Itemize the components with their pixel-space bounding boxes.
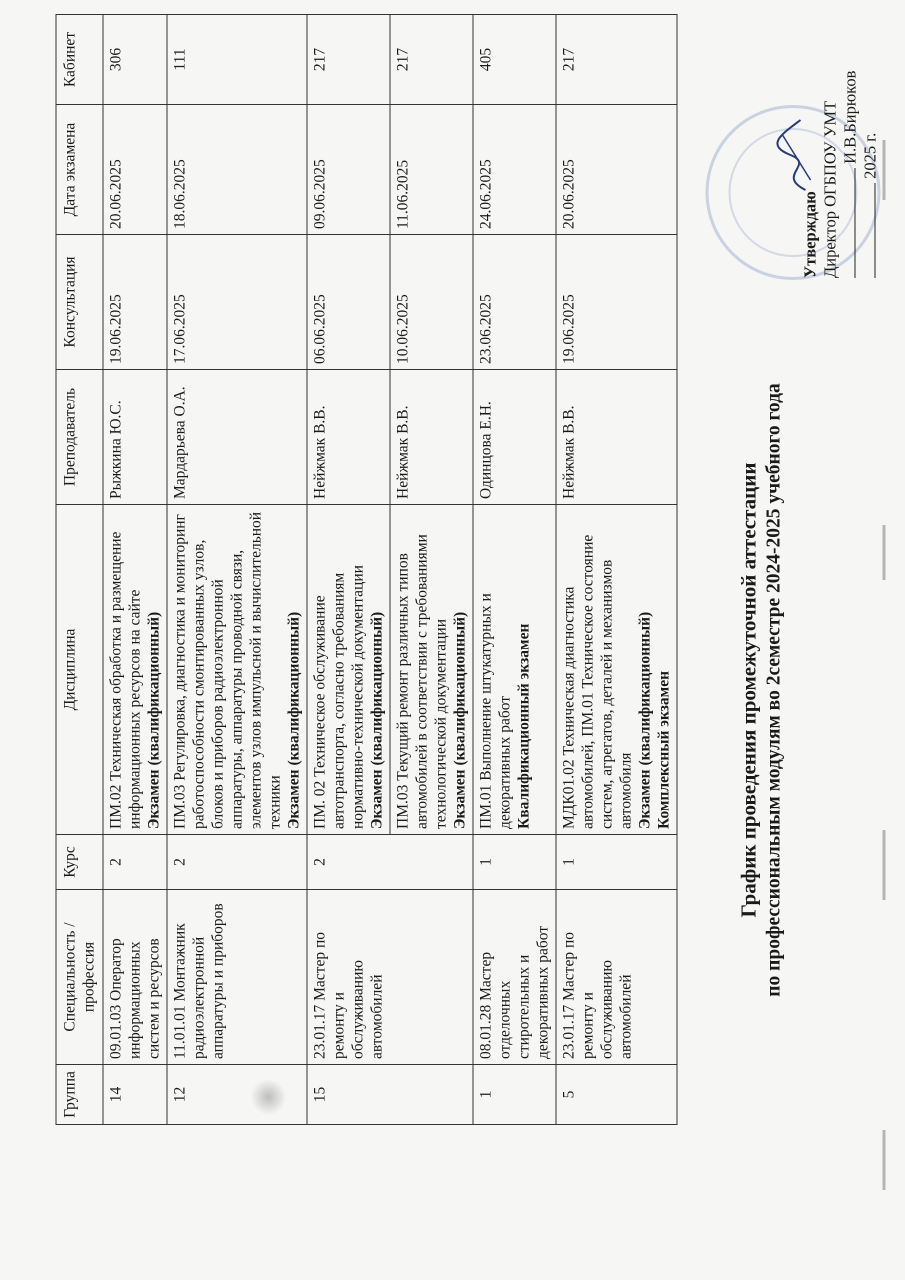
cell-consultation: 23.06.2025 — [473, 235, 556, 370]
cell-course: 1 — [473, 835, 556, 890]
cell-group: 14 — [103, 1065, 167, 1125]
cell-specialty: 11.01.01 Монтажник радиоэлектронной аппаратуры и приборов — [167, 890, 307, 1065]
discipline-text: МДК01.02 Техническая диагностика автомобилей, ПМ.01 Техническое состояние систем, агрегатов, деталей и механизмов автомобиля — [560, 534, 634, 829]
approval-date-line — [860, 23, 880, 278]
approval-position: Директор ОГБПОУ УМТ — [820, 100, 839, 278]
approval-signatory: И.В.Бирюков — [840, 70, 859, 164]
cell-room: 217 — [307, 15, 390, 105]
exam-type: Экзамен (квалификационный) — [285, 611, 302, 829]
exam-type: Экзамен (квалификационный) — [636, 611, 653, 829]
table-row — [167, 15, 307, 1125]
cell-teacher: Нейжмак В.В. — [556, 370, 677, 505]
cell-group: 5 — [556, 1065, 677, 1125]
exam-type: Квалификационный экзамен — [515, 623, 532, 829]
exam-type: Экзамен (квалификационный) — [368, 611, 385, 829]
header-room: Кабинет — [56, 15, 103, 105]
cell-course: 2 — [103, 835, 167, 890]
title-line-1: График проведения промежуточной аттестации — [736, 462, 760, 918]
scan-mark — [882, 1130, 885, 1190]
cell-group: 12 — [167, 1065, 307, 1125]
table-header-row — [56, 15, 103, 1125]
discipline-text: ПМ.02 Техническая обработка и размещение информационных ресурсов на сайте — [107, 531, 143, 829]
table-row — [473, 15, 556, 1125]
approval-signatory-line — [840, 23, 860, 278]
header-group: Группа — [56, 1065, 103, 1125]
approval-year: 2025 г. — [860, 132, 879, 179]
cell-consultation: 06.06.2025 — [307, 235, 390, 370]
header-course: Курс — [56, 835, 103, 890]
header-specialty: Специальность / профессия — [56, 890, 103, 1065]
approval-block — [800, 23, 880, 278]
cell-discipline — [103, 505, 167, 835]
cell-specialty: 23.01.17 Мастер по ремонту и обслуживанию автомобилей — [556, 890, 677, 1065]
cell-teacher: Рыжкина Ю.С. — [103, 370, 167, 505]
cell-consultation: 19.06.2025 — [103, 235, 167, 370]
header-discipline: Дисциплина — [56, 505, 103, 835]
discipline-text: ПМ. 02 Техническое обслуживание автотранспорта, согласно требованиям нормативно-технической документации — [311, 565, 366, 829]
cell-discipline — [307, 505, 390, 835]
scan-mark — [882, 525, 885, 580]
cell-group: 15 — [307, 1065, 473, 1125]
cell-exam-date: 18.06.2025 — [167, 105, 307, 235]
table-row — [307, 15, 390, 1125]
scan-smudge — [250, 1079, 286, 1115]
table-row — [103, 15, 167, 1125]
cell-discipline — [390, 505, 473, 835]
cell-teacher: Нейжмак В.В. — [390, 370, 473, 505]
document-title — [735, 300, 787, 1080]
cell-room: 306 — [103, 15, 167, 105]
cell-consultation: 17.06.2025 — [167, 235, 307, 370]
cell-room: 217 — [556, 15, 677, 105]
cell-specialty: 09.01.03 Оператор информационных систем и ресурсов — [103, 890, 167, 1065]
exam-type: Экзамен (квалификационный) — [451, 611, 468, 829]
scan-mark — [882, 140, 885, 200]
header-consultation: Консультация — [56, 235, 103, 370]
cell-exam-date: 20.06.2025 — [556, 105, 677, 235]
header-teacher: Преподаватель — [56, 370, 103, 505]
cell-room: 405 — [473, 15, 556, 105]
cell-teacher: Мардарьева О.А. — [167, 370, 307, 505]
cell-teacher: Одинцова Е.Н. — [473, 370, 556, 505]
cell-specialty: 08.01.28 Мастер отделочных стиротельных и декоративных работ — [473, 890, 556, 1065]
exam-type: Экзамен (квалификационный) — [145, 611, 162, 829]
scan-mark — [882, 830, 885, 900]
cell-room: 111 — [167, 15, 307, 105]
exam-type-secondary: Комплексный экзамен — [655, 670, 672, 829]
cell-consultation: 19.06.2025 — [556, 235, 677, 370]
cell-specialty: 23.01.17 Мастер по ремонту и обслуживанию автомобилей — [307, 890, 473, 1065]
cell-room: 217 — [390, 15, 473, 105]
title-line-2: по профессиональным модулям во 2семестре 2024-2025 учебного года — [763, 383, 784, 997]
table-row — [556, 15, 677, 1125]
exam-schedule-table — [55, 14, 677, 1125]
cell-teacher: Нейжмак В.В. — [307, 370, 390, 505]
discipline-text: ПМ.03 Регулировка, диагностика и мониторинг работоспособности смонтированных узлов, блоков и приборов радиоэлектронной аппаратуры, аппаратуры проводной связи, элементов узлов импульсной и вычислительной техники — [171, 511, 283, 829]
cell-consultation: 10.06.2025 — [390, 235, 473, 370]
cell-discipline — [167, 505, 307, 835]
cell-exam-date: 09.06.2025 — [307, 105, 390, 235]
cell-discipline — [556, 505, 677, 835]
cell-course: 2 — [167, 835, 307, 890]
cell-course: 2 — [307, 835, 473, 890]
cell-group: 1 — [473, 1065, 556, 1125]
header-exam-date: Дата экзамена — [56, 105, 103, 235]
cell-exam-date: 20.06.2025 — [103, 105, 167, 235]
discipline-text: ПМ.03 Текущий ремонт различных типов автомобилей в соответствии с требованиями технологической документации — [394, 534, 449, 829]
approval-title: Утверждаю — [800, 191, 819, 278]
discipline-text: ПМ.01 Выполнение штукатурных и декоративных работ — [477, 593, 513, 829]
cell-discipline — [473, 505, 556, 835]
cell-exam-date: 11.06.2025 — [390, 105, 473, 235]
cell-exam-date: 24.06.2025 — [473, 105, 556, 235]
cell-course: 1 — [556, 835, 677, 890]
